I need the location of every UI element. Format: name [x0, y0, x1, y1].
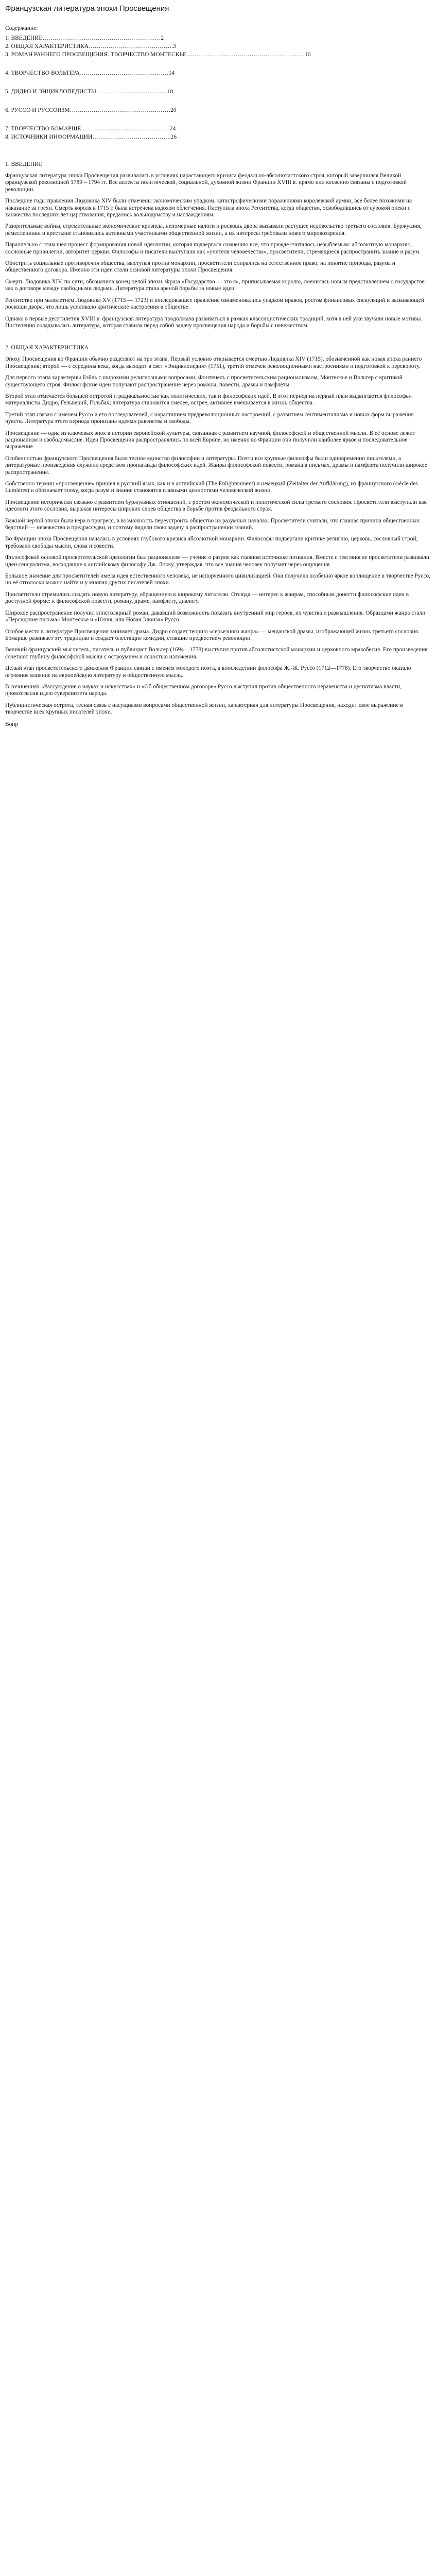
- page-title: Французская литература эпохи Просвещения: [5, 4, 169, 13]
- table-of-contents: [5, 25, 431, 141]
- section-heading: 2. ОБЩАЯ ХАРАКТЕРИСТИКА: [5, 345, 89, 351]
- paragraph: Просвещение — одна из ключевых эпох в истории европейской культуры, связанная с развитием научной, философской и общественной мысли. В её основе лежит рационализм и свободомыслие. Идеи Просвещения распространялись по всей Европе, но именно во Франции они получили наиболее яркое и последовательное выражение.: [5, 430, 415, 450]
- toc-item[interactable]: 4. ТВОРЧЕСТВО ВОЛЬТЕРА………………………………………14: [5, 70, 175, 76]
- toc-item[interactable]: 7. ТВОРЧЕСТВО БОМАРШЕ………………………………………24: [5, 126, 176, 132]
- paragraph: Целый этап просветительского движения Франции связан с именем молодого поэта, а впоследствии философа Ж.-Ж. Руссо (1712—1778). Его творчество оказало огромное влияние на европейскую литературу и общественную мысль.: [5, 665, 411, 679]
- paragraph: Философской основой просветительской идеологии был рационализм — учение о разуме как главном источнике познания. Вместе с тем многие просветители развивали идеи сенсуализма, восходящие к английскому философу Дж. Локку, утверждая, что все знания человек получает через ощущения.: [5, 554, 430, 568]
- toc-heading: Содержание:: [5, 25, 38, 31]
- paragraph: Регентство при малолетнем Людовике XV (1715 — 1723) и последовавшее правление ознаменовались упадком нравов, ростом финансовых спекуляций и вызывающей роскоши двора, что лишь усиливало критические настроения в обществе.: [5, 297, 425, 311]
- paragraph: Собственно термин «просвещение» пришел в русский язык, как и в английский (The Enlightenment) и немецкий (Zeitalter der Aufklärung), из французского (siècle des Lumières) и обозначает эпоху, когда разум и знание становятся главными ценностями человеческой жизни.: [5, 481, 418, 494]
- paragraph: Последние годы правления Людовика XIV были отмечены экономическим упадком, катастрофическими поражениями королевской армии, все более похожими на наказание за грехи. Смерть короля в 1715 г. была встречена вздохом облегчения. Наступила эпоха Регентства, когда общество, освободившись от суровой опеки и ханжества последних лет царствования, предалось вольнодумству и наслаждениям.: [5, 198, 412, 218]
- toc-item[interactable]: 2. ОБЩАЯ ХАРАКТЕРИСТИКА…………………………………….3: [5, 43, 176, 49]
- page-footer: Вопр: [5, 721, 19, 727]
- paragraph: Смерть Людовика XIV, по сути, обозначила конец целой эпохи. Фраза «Государство — это я», приписываемая королю, сменилась новым представлением о государстве как о договоре между свободными людьми. Литература стала ареной борьбы за новые идеи.: [5, 278, 425, 292]
- paragraph: Однако в первые десятилетия XVIII в. французская литература продолжала развиваться в рамках классицистических традиций, хотя в ней уже звучали новые мотивы. Постепенно складывалась литература, которая ставила перед собой задачу просвещения народа и борьбы с невежеством.: [5, 315, 423, 329]
- toc-item[interactable]: 3. РОМАН РАННЕГО ПРОСВЕЩЕНИЯ. ТВОРЧЕСТВО МОНТЕСКЬЕ……………………………………………………10: [5, 52, 311, 58]
- paragraph: Французская литература эпохи Просвещения развивалась в условиях нарастающего кризиса феодально-абсолютистского строя, который завершился Великой французской революцией 1789 – 1794 гг. Все аспекты политической, социальной, духовной жизни Франции XVIII в. прямо или косвенно связаны с подготовкой революции.: [5, 173, 407, 193]
- paragraph: Большое значение для просветителей имела идея естественного человека, не испорченного цивилизацией. Она получила особенно яркое воплощение в творчестве Руссо, но её отголоски можно найти и у многих других писателей эпохи.: [5, 573, 431, 586]
- paragraph: Просветители стремились создать новую литературу, обращенную к широкому читателю. Отсюда — интерес к жанрам, способным донести философские идеи в доступной форме: к философской повести, роману, драме, памфлету, диалогу.: [5, 591, 409, 605]
- paragraph: Широкое распространение получил эпистолярный роман, дававший возможность показать внутренний мир героев, их чувства и размышления. Образцами жанра стали «Персидские письма» Монтескье и «Юлия, или Новая Элоиза» Руссо.: [5, 609, 426, 623]
- toc-item[interactable]: 8. ИСТОЧНИКИ ИНФОРМАЦИИ………………………………….26: [5, 134, 177, 140]
- section-heading: 1. ВВЕДЕНИЕ: [5, 161, 43, 167]
- paragraph: Важной чертой эпохи была вера в прогресс, в возможность переустроить общество на разумных началах. Просветители считали, что главная причина общественных бедствий — невежество и предрассудки, и поэтому видели свою задачу в распространении знаний.: [5, 517, 420, 531]
- paragraph: Публицистическая острота, тесная связь с насущными вопросами общественной жизни, характерная для литературы Просвещения, находит свое выражение в творчестве всех крупных писателей эпохи.: [5, 702, 403, 716]
- paragraph: Особое место в литературе Просвещения занимает драма. Дидро создает теорию «серьезного жанра» — мещанской драмы, изображающей жизнь третьего сословия. Бомарше развивает эту традицию и создает блестящие комедии, ставшие предвестием революции.: [5, 628, 420, 641]
- paragraph: Второй этап отмечается большей остротой и радикальностью как политических, так и философских идей. В этот период на первый план выдвигаются философы-материалисты Дидро, Гельвеций, Гольбах; литература становится смелее, острее, активнее вмешивается в жизнь общества.: [5, 393, 412, 406]
- paragraph: Параллельно с этим шел процесс формирования новой идеологии, которая подвергала сомнению все, что прежде считалось незыблемым: абсолютную монархию, сословные привилегии, авторитет церкви. Философы и писатели выступали как «учителя человечества», просветители, стремящиеся распространить знание и разум.: [5, 242, 421, 255]
- paragraph: Для первого этапа характерны Бэйль с широкими религиозными вопросами, Фонтенель с просветительским рационализмом, Монтескье и Вольтер с критикой существующего строя. Философские идеи получают распространение через романы, повести, драмы и памфлеты.: [5, 375, 403, 388]
- section-general-characteristics: [5, 345, 431, 716]
- toc-item[interactable]: 1. ВВЕДЕНИЕ……………………………………………………2: [5, 35, 164, 41]
- paragraph: Эпоху Просвещения во Франции обычно разделяют на три этапа. Первый условно открывается смертью Людовика XIV (1715), обозначенной как новая эпоха раннего Просвещения; второй — с середины века, когда выходит в свет «Энциклопедия» (1751), третий отмечен революционными настроениями и подготовкой к перевороту.: [5, 356, 422, 369]
- toc-item[interactable]: 6. РУССО И РУССОИЗМ……………………………………………20: [5, 107, 177, 113]
- paragraph: Великий французский мыслитель, писатель и публицист Вольтер (1694—1778) выступил против абсолютистской монархии и церковного мракобесия. Его произведения сочетают глубину философской мысли с остроумием и ясностью изложения.: [5, 647, 428, 660]
- toc-item[interactable]: 5. ДИДРО И ЭНЦИКЛОПЕДИСТЫ………………………………18: [5, 89, 173, 95]
- paragraph: В сочинениях «Рассуждение о науках и искусствах» и «Об общественном договоре» Руссо выступил против общественного неравенства и деспотизма власти, провозгласив идею суверенитета народа.: [5, 683, 402, 697]
- paragraph: Особенностью французского Просвещения было тесное единство философии и литературы. Почти все крупные философы были одновременно писателями, а литературные произведения служили средством пропаганды философских идей. Жанры философской повести, романа в письмах, драмы и памфлета получили широкое распространение.: [5, 455, 427, 476]
- paragraph: Обострить социальные противоречия общества, выступая против монархии, просветители опирались на естественное право, на понятие природы, разума и общественного договора. Именно эти идеи стали основой литературы эпохи Просвещения.: [5, 260, 395, 274]
- document-page: [0, 0, 436, 727]
- paragraph: Просвещение исторически связано с развитием буржуазных отношений, с ростом экономической и политической силы третьего сословия. Просветители выступали как идеологи этого сословия, выражая интересы широких слоев общества в борьбе против феодального строя.: [5, 499, 427, 513]
- paragraph: Третий этап связан с именем Руссо и его последователей, с нарастанием предреволюционных настроений, с развитием сентиментализма и новых форм выражения чувств. Литература этого периода пронизана идеями равенства и свободы.: [5, 411, 414, 425]
- paragraph: Во Франции эпоха Просвещения началась в условиях глубокого кризиса абсолютной монархии. Философы подвергали критике религию, церковь, сословный строй, требовали свободы мысли, слова и совести.: [5, 536, 418, 549]
- section-introduction: [5, 161, 431, 329]
- paragraph: Разорительные войны, стремительные экономические кризисы, непомерные налоги и роскошь двора вызывали растущее недовольство третьего сословия. Буржуазия, ремесленники и крестьяне становились активными участниками общественной жизни, а их интересы требовали нового мировоззрения.: [5, 223, 422, 236]
